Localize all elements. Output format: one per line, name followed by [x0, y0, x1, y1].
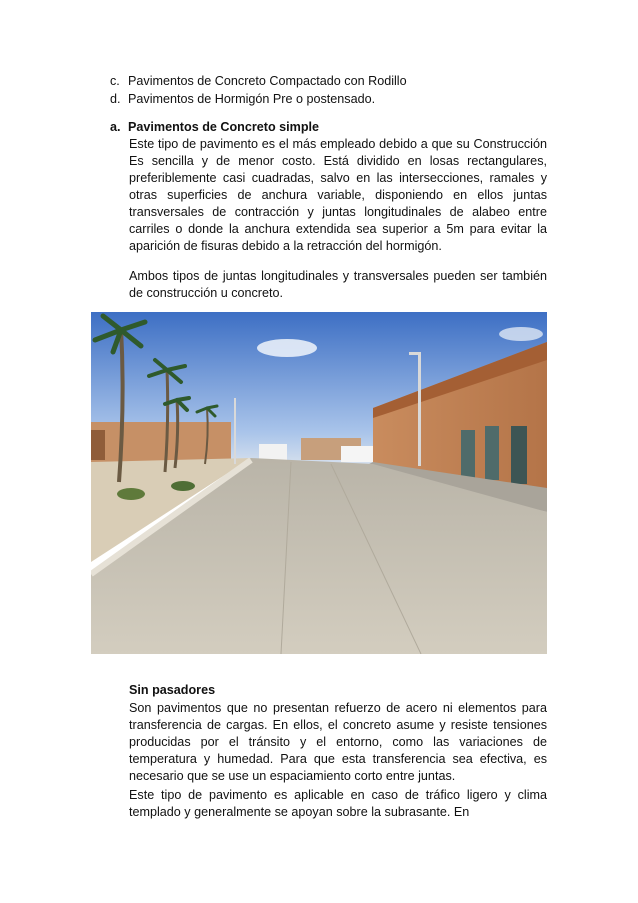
cloud	[257, 339, 317, 357]
list-item-text: Pavimentos de Concreto Compactado con Rodillo	[128, 74, 407, 88]
building-door	[511, 426, 527, 484]
list-item-text: Pavimentos de Hormigón Pre o postensado.	[128, 92, 376, 106]
paragraph-trafico-ligero: Este tipo de pavimento es aplicable en caso de tráfico ligero y clima templado y generalmente se apoyan sobre la subrasante. En	[129, 788, 547, 819]
lamp-post	[234, 398, 236, 464]
left-building-door	[91, 430, 105, 460]
road-scene-illustration	[91, 312, 547, 654]
concrete-road-photo	[91, 312, 547, 654]
sin-pasadores-heading: Sin pasadores	[129, 683, 216, 697]
paragraph-juntas: Ambos tipos de juntas longitudinales y transversales pueden ser también de construcción u concreto.	[129, 269, 547, 300]
section-heading-a	[110, 120, 319, 134]
list-item-d	[110, 92, 375, 107]
paragraph-sin-pasadores: Son pavimentos que no presentan refuerzo de acero ni elementos para transferencia de cargas. En ellos, el concreto asume y resiste tensiones producidas por el tránsito y el entorno, como las variaciones de temperatura y humedad. Para que esta transferencia sea efectiva, es necesario que se use un espaciamiento corto entre juntas.	[129, 701, 547, 783]
building-door	[485, 426, 499, 480]
lamp-head	[409, 352, 421, 355]
list-item-letter: c.	[110, 74, 120, 88]
paragraph-concreto-simple: Este tipo de pavimento es el más empleado debido a que su Construcción Es sencilla y de menor costo. Está dividido en losas rectangulares, preferiblemente casi cuadradas, salvo en las intersecciones, ramales y otras superficies de anchura variable, disponiendo en ellos juntas transversales de contracción y juntas longitudinales de alabeo entre carriles o donde la anchura extendida sea superior a 5m para evitar la aparición de fisuras debido a la retracción del hormigón.	[129, 137, 547, 253]
section-letter: a.	[110, 120, 121, 134]
section-title: Pavimentos de Concreto simple	[128, 120, 320, 134]
building-door	[461, 430, 475, 478]
cloud	[499, 327, 543, 341]
list-item-letter: d.	[110, 92, 121, 106]
list-item-c	[110, 74, 407, 89]
lamp-post	[418, 354, 421, 466]
shrub	[117, 488, 145, 500]
shrub	[171, 481, 195, 491]
left-building	[91, 422, 231, 464]
distant-trailer	[341, 446, 377, 462]
